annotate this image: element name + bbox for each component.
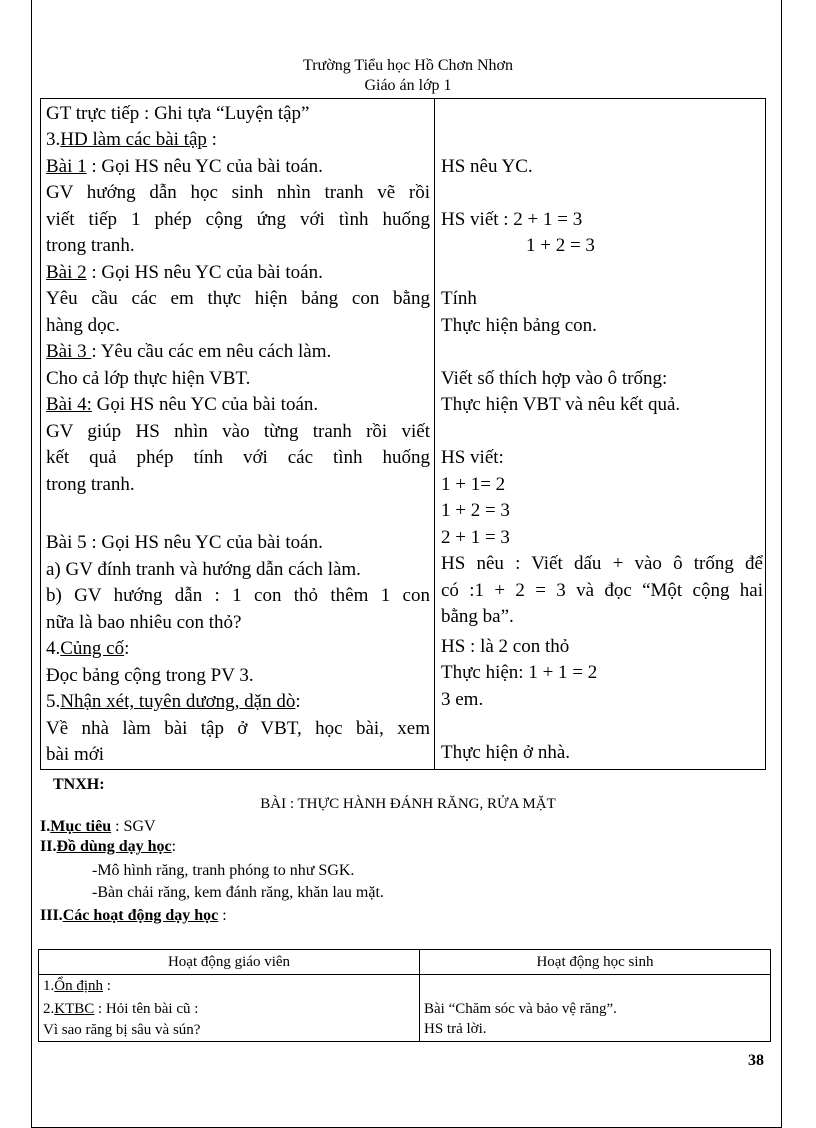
student-response: Thực hiện ở nhà. bbox=[441, 742, 571, 763]
student-response: có :1 + 2 = 3 và đọc “Một cộng hai bbox=[441, 580, 763, 601]
student-response: Viết số thích hợp vào ô trống: bbox=[441, 368, 668, 389]
student-response: HS nêu : Viết dấu + vào ô trống để bbox=[441, 553, 763, 574]
exercise-3-text: Cho cả lớp thực hiện VBT. bbox=[46, 368, 251, 389]
column-divider bbox=[434, 99, 435, 769]
student-response: Tính bbox=[441, 288, 477, 309]
exercise-1-line: Bài 1 : Gọi HS nêu YC của bài toán. bbox=[46, 156, 323, 177]
exercise-5-b: b) GV hướng dẫn : 1 con thỏ thêm 1 con bbox=[46, 585, 430, 606]
exercise-1-text: trong tranh. bbox=[46, 235, 135, 256]
student-response: 1 + 2 = 3 bbox=[441, 500, 510, 521]
homework-text: Về nhà làm bài tập ở VBT, học bài, xem bbox=[46, 718, 430, 739]
exercise-4-line: Bài 4: Gọi HS nêu YC của bài toán. bbox=[46, 394, 319, 415]
activities-heading: III.Các hoạt động dạy học : bbox=[40, 907, 227, 924]
student-response: HS : là 2 con thỏ bbox=[441, 636, 570, 657]
lesson-table bbox=[40, 98, 766, 770]
student-column-header: Hoạt động học sinh bbox=[536, 954, 654, 970]
materials-heading: II.Đồ dùng dạy học: bbox=[40, 838, 177, 855]
exercise-5-a: a) GV đính tranh và hướng dẫn cách làm. bbox=[46, 559, 361, 580]
stabilize-line: 1.Ổn định : bbox=[43, 978, 111, 994]
exercise-1-text: GV hướng dẫn học sinh nhìn tranh vẽ rồi bbox=[46, 182, 430, 203]
student-response: HS viết: bbox=[441, 447, 504, 468]
student-response: 1 + 1= 2 bbox=[441, 474, 506, 495]
materials-item: -Mô hình răng, tranh phóng to như SGK. bbox=[92, 862, 355, 879]
student-answer: Bài “Chăm sóc và bảo vệ răng”. bbox=[424, 1001, 617, 1017]
exercise-5-b: nữa là bao nhiêu con thỏ? bbox=[46, 612, 242, 633]
student-answer: HS trả lời. bbox=[424, 1021, 487, 1037]
objectives-line: I.Mục tiêu : SGV bbox=[40, 818, 156, 835]
student-response: HS nêu YC. bbox=[441, 156, 533, 177]
exercise-3-line: Bài 3 : Yêu cầu các em nêu cách làm. bbox=[46, 341, 332, 362]
class-subtitle: Giáo án lớp 1 bbox=[364, 77, 452, 94]
subject-label: TNXH: bbox=[53, 776, 105, 793]
student-response: bằng ba”. bbox=[441, 606, 514, 627]
exercise-4-text: kết quả phép tính với các tình huống bbox=[46, 447, 430, 468]
exercise-2-text: Yêu cầu các em thực hiện bảng con bằng bbox=[46, 288, 430, 309]
exercise-4-text: trong tranh. bbox=[46, 474, 135, 495]
intro-line: GT trực tiếp : Ghi tựa “Luyện tập” bbox=[46, 103, 310, 124]
homework-text: bài mới bbox=[46, 744, 105, 765]
exercises-heading: 3.HD làm các bài tập : bbox=[46, 129, 217, 150]
page-number: 38 bbox=[748, 1052, 764, 1069]
review-heading: 5.Nhận xét, tuyên dương, dặn dò: bbox=[46, 691, 301, 712]
school-name: Trường Tiểu học Hồ Chơn Nhơn bbox=[303, 57, 513, 74]
exercise-5-line: Bài 5 : Gọi HS nêu YC của bài toán. bbox=[46, 532, 323, 553]
student-response: Thực hiện VBT và nêu kết quả. bbox=[441, 394, 681, 415]
student-response: 1 + 2 = 3 bbox=[526, 235, 595, 256]
consolidation-text: Đọc bảng cộng trong PV 3. bbox=[46, 665, 254, 686]
header-divider bbox=[39, 974, 770, 975]
student-response: 2 + 1 = 3 bbox=[441, 527, 510, 548]
teacher-question: Vì sao răng bị sâu và sún? bbox=[43, 1022, 201, 1038]
lesson-title: BÀI : THỰC HÀNH ĐÁNH RĂNG, RỬA MẶT bbox=[260, 796, 556, 812]
exercise-2-line: Bài 2 : Gọi HS nêu YC của bài toán. bbox=[46, 262, 323, 283]
exercise-4-text: GV giúp HS nhìn vào từng tranh rồi viết bbox=[46, 421, 430, 442]
consolidation-heading: 4.Củng cố: bbox=[46, 638, 130, 659]
teacher-column-header: Hoạt động giáo viên bbox=[167, 954, 291, 970]
exercise-1-text: viết tiếp 1 phép cộng ứng với tình huống bbox=[46, 209, 430, 230]
student-response: 3 em. bbox=[441, 689, 484, 710]
activity-table bbox=[38, 949, 771, 1042]
old-lesson-check: 2.KTBC : Hỏi tên bài cũ : bbox=[43, 1001, 199, 1017]
student-response: Thực hiện: 1 + 1 = 2 bbox=[441, 662, 598, 683]
student-response: HS viết : 2 + 1 = 3 bbox=[441, 209, 583, 230]
student-response: Thực hiện bảng con. bbox=[441, 315, 597, 336]
materials-item: -Bàn chải răng, kem đánh răng, khăn lau mặt. bbox=[92, 884, 384, 901]
exercise-2-text: hàng dọc. bbox=[46, 315, 120, 336]
